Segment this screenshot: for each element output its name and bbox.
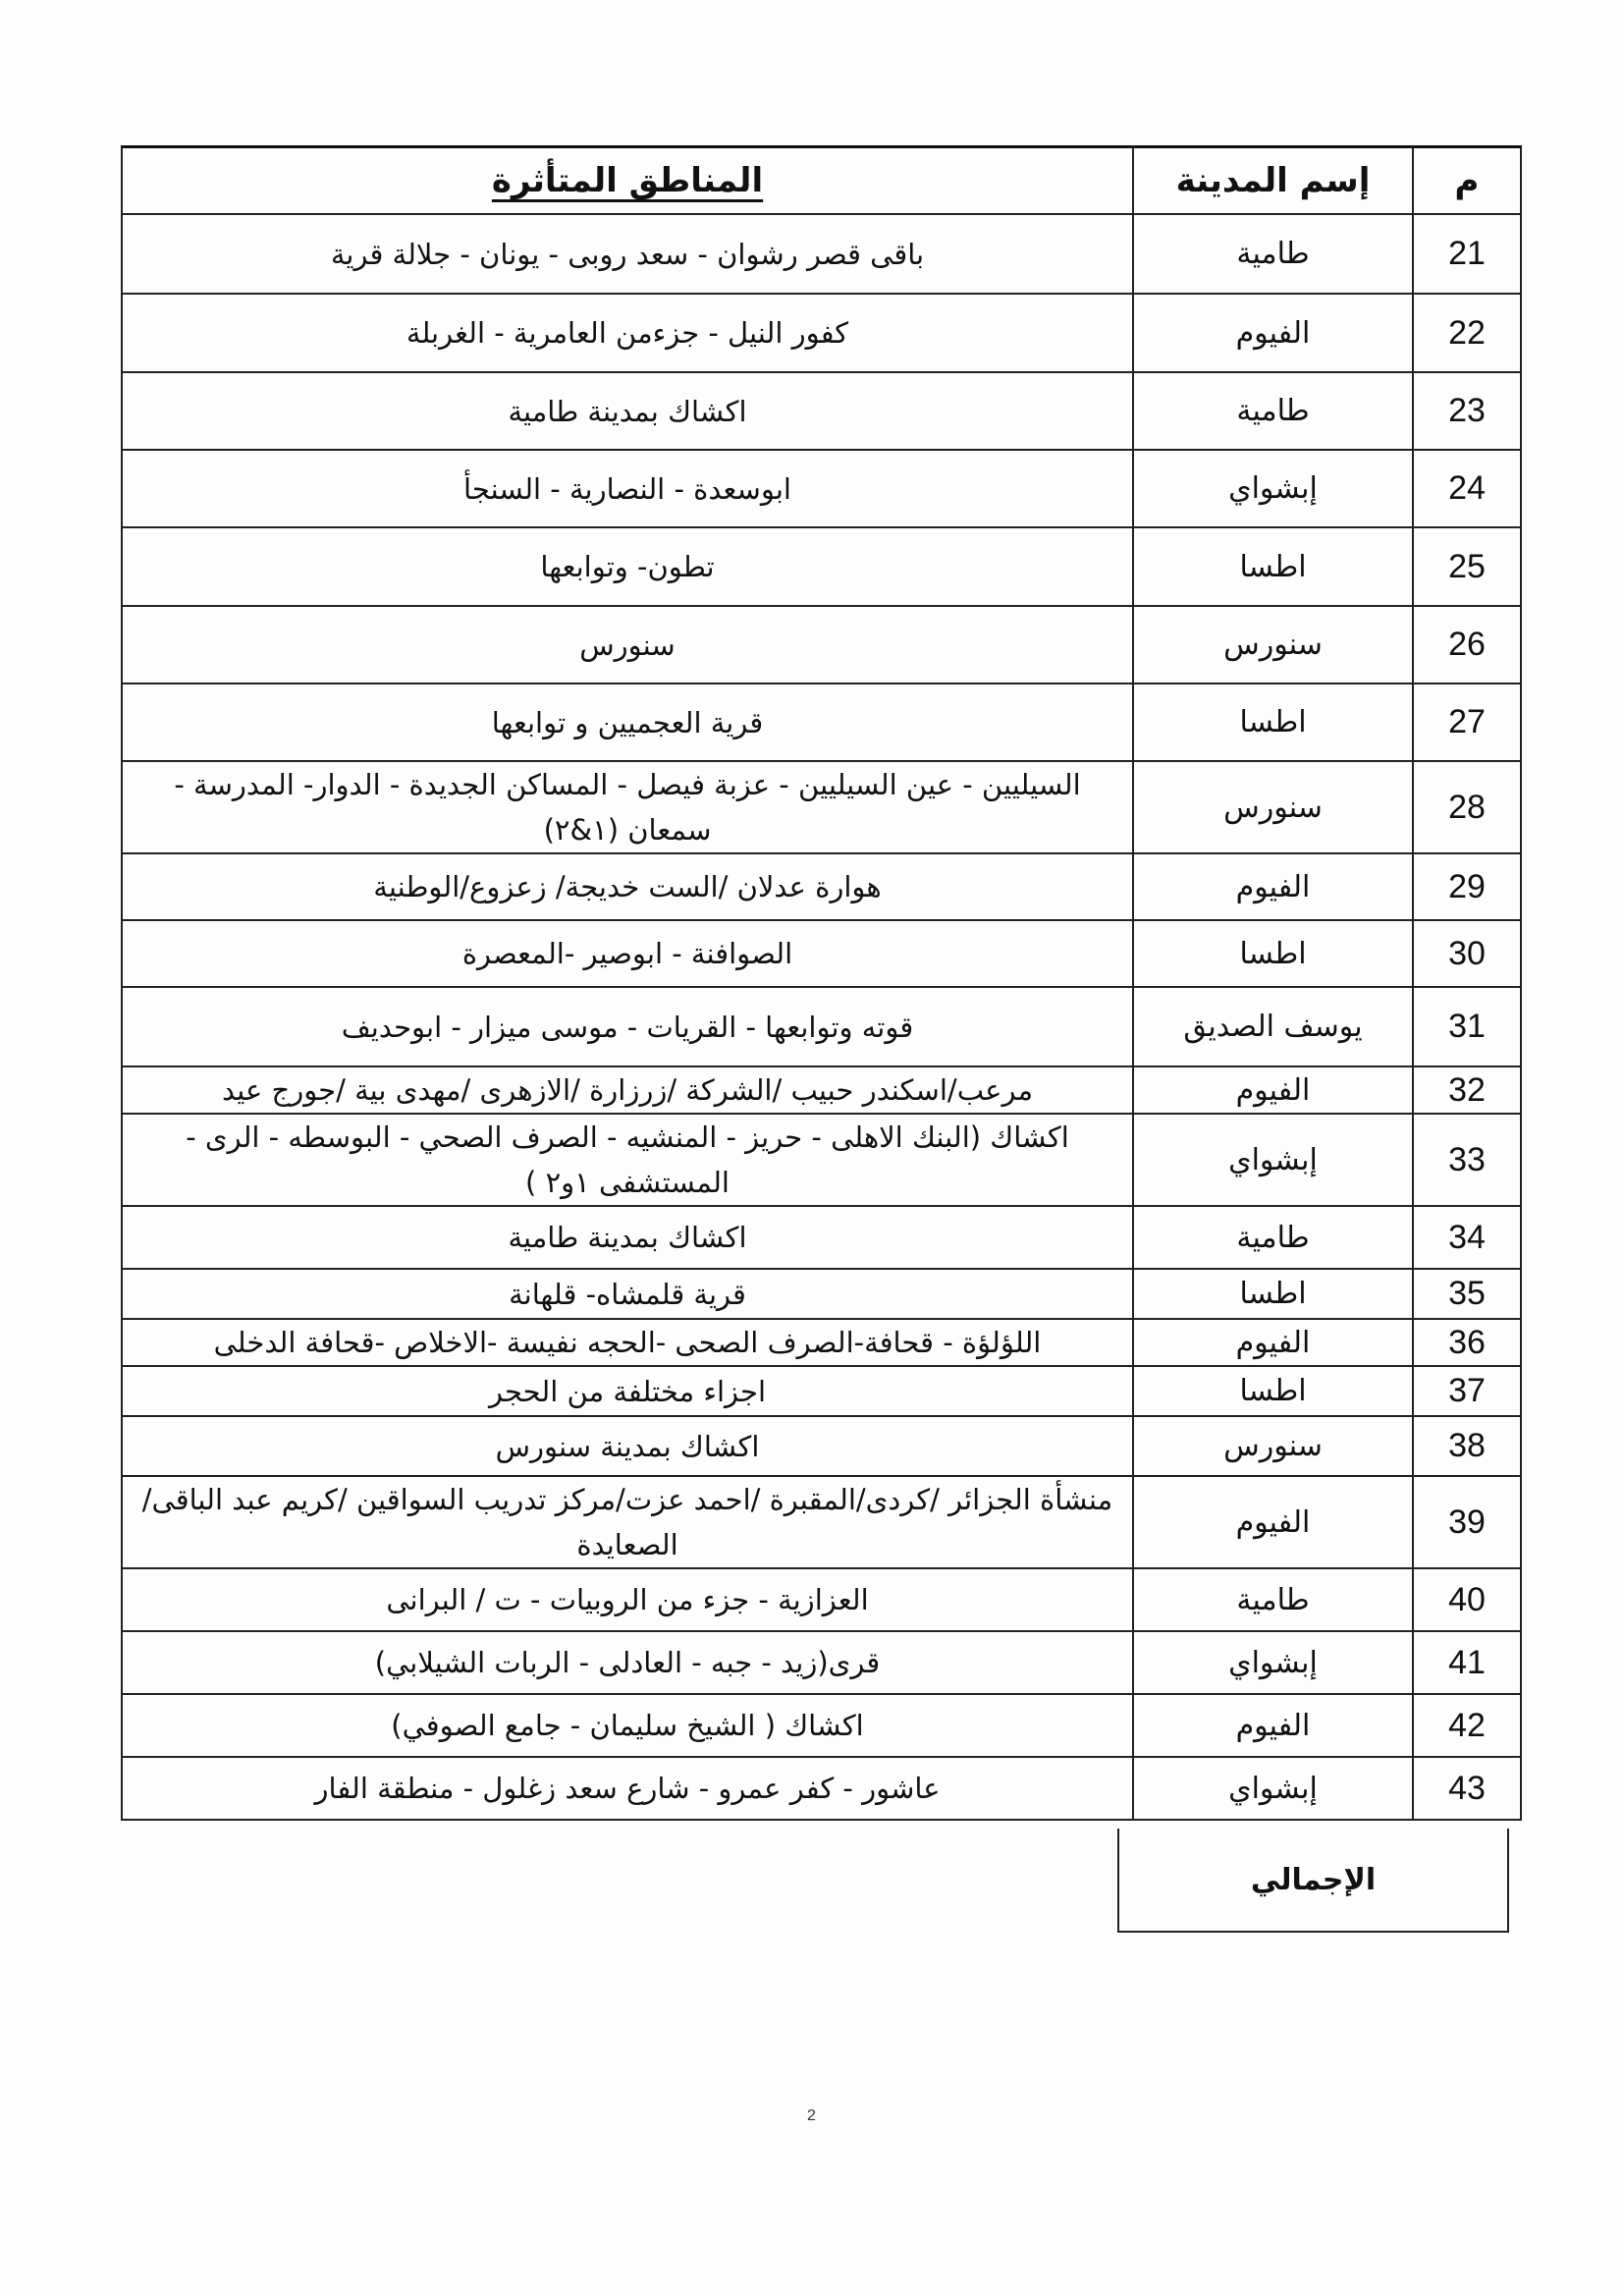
row-number: 37 [1413, 1366, 1521, 1416]
table-row [122, 1066, 1521, 1114]
row-affected-areas: العزازية - جزء من الروبيات - ت / البرانى [122, 1568, 1133, 1631]
table-row [122, 987, 1521, 1066]
table-row [122, 1476, 1521, 1568]
row-affected-areas: مرعب/اسكندر حبيب /الشركة /زرزارة /الازهرى /مهدى بية /جورج عيد [122, 1066, 1133, 1114]
table-row [122, 527, 1521, 606]
row-number: 36 [1413, 1319, 1521, 1366]
row-affected-areas: اللؤلؤة - قحافة-الصرف الصحى -الحجه نفيسة -الاخلاص -قحافة الدخلى [122, 1319, 1133, 1366]
row-city: سنورس [1133, 606, 1413, 683]
row-number: 28 [1413, 761, 1521, 853]
row-affected-areas: قرية العجميين و توابعها [122, 683, 1133, 761]
row-number: 31 [1413, 987, 1521, 1066]
row-number: 27 [1413, 683, 1521, 761]
table-row [122, 1269, 1521, 1319]
row-number: 33 [1413, 1114, 1521, 1206]
table-row [122, 1631, 1521, 1694]
row-affected-areas: كفور النيل - جزءمن العامرية - الغربلة [122, 294, 1133, 372]
row-affected-areas: اكشاك بمدينة طامية [122, 372, 1133, 450]
row-city: الفيوم [1133, 1476, 1413, 1568]
table-row [122, 1366, 1521, 1416]
table-row [122, 1114, 1521, 1206]
row-city: طامية [1133, 1568, 1413, 1631]
table-row [122, 920, 1521, 987]
table-row [122, 1416, 1521, 1476]
total-label: الإجمالي [1250, 1862, 1377, 1897]
row-number: 35 [1413, 1269, 1521, 1319]
table-row [122, 372, 1521, 450]
table-row [122, 606, 1521, 683]
row-number: 39 [1413, 1476, 1521, 1568]
row-number: 23 [1413, 372, 1521, 450]
row-affected-areas: اكشاك بمدينة سنورس [122, 1416, 1133, 1476]
row-city: اطسا [1133, 683, 1413, 761]
row-city: إبشواي [1133, 1757, 1413, 1820]
row-affected-areas: قوته وتوابعها - القريات - موسى ميزار - ابوحديف [122, 987, 1133, 1066]
table-row [122, 214, 1521, 294]
row-affected-areas: اكشاك بمدينة طامية [122, 1206, 1133, 1269]
row-affected-areas: سنورس [122, 606, 1133, 683]
row-number: 21 [1413, 214, 1521, 294]
row-city: الفيوم [1133, 294, 1413, 372]
table-row [122, 683, 1521, 761]
row-number: 41 [1413, 1631, 1521, 1694]
row-number: 26 [1413, 606, 1521, 683]
table-row [122, 1568, 1521, 1631]
table-row [122, 1694, 1521, 1757]
row-affected-areas: الصوافنة - ابوصير -المعصرة [122, 920, 1133, 987]
row-city: اطسا [1133, 527, 1413, 606]
row-number: 30 [1413, 920, 1521, 987]
row-affected-areas: هوارة عدلان /الست خديجة/ زعزوع/الوطنية [122, 853, 1133, 920]
table-row [122, 1206, 1521, 1269]
table-row [122, 450, 1521, 527]
row-affected-areas: اجزاء مختلفة من الحجر [122, 1366, 1133, 1416]
row-number: 43 [1413, 1757, 1521, 1820]
header-city: إسم المدينة [1133, 147, 1413, 215]
table-header-row [122, 147, 1521, 215]
row-affected-areas: قرية قلمشاه- قلهانة [122, 1269, 1133, 1319]
row-affected-areas: باقى قصر رشوان - سعد روبى - يونان - جلالة قرية [122, 214, 1133, 294]
table-row [122, 1757, 1521, 1820]
row-number: 24 [1413, 450, 1521, 527]
row-affected-areas: اكشاك (البنك الاهلى - حريز - المنشيه - الصرف الصحي - البوسطه - الرى - المستشفى ١و٢ ) [122, 1114, 1133, 1206]
row-city: الفيوم [1133, 1694, 1413, 1757]
page-number: 2 [807, 2107, 816, 2124]
row-city: اطسا [1133, 1269, 1413, 1319]
row-city: الفيوم [1133, 853, 1413, 920]
row-city: طامية [1133, 372, 1413, 450]
row-affected-areas: اكشاك ( الشيخ سليمان - جامع الصوفي) [122, 1694, 1133, 1757]
row-number: 22 [1413, 294, 1521, 372]
row-city: سنورس [1133, 1416, 1413, 1476]
row-city: يوسف الصديق [1133, 987, 1413, 1066]
row-number: 25 [1413, 527, 1521, 606]
row-city: الفيوم [1133, 1066, 1413, 1114]
row-number: 40 [1413, 1568, 1521, 1631]
affected-areas-table [121, 145, 1522, 1821]
row-city: إبشواي [1133, 1114, 1413, 1206]
total-cell [1117, 1829, 1509, 1933]
table-body [122, 214, 1521, 1820]
row-city: طامية [1133, 1206, 1413, 1269]
table-row [122, 294, 1521, 372]
row-number: 34 [1413, 1206, 1521, 1269]
header-number: م [1413, 147, 1521, 215]
row-number: 38 [1413, 1416, 1521, 1476]
row-affected-areas: منشأة الجزائر /كردى/المقبرة /احمد عزت/مركز تدريب السواقين /كريم عبد الباقى/الصعايدة [122, 1476, 1133, 1568]
row-city: إبشواي [1133, 450, 1413, 527]
table-row [122, 853, 1521, 920]
row-affected-areas: عاشور - كفر عمرو - شارع سعد زغلول - منطقة الفار [122, 1757, 1133, 1820]
row-number: 32 [1413, 1066, 1521, 1114]
row-city: سنورس [1133, 761, 1413, 853]
row-city: اطسا [1133, 920, 1413, 987]
table-row [122, 1319, 1521, 1366]
row-number: 42 [1413, 1694, 1521, 1757]
row-affected-areas: قرى(زيد - جبه - العادلى - الربات الشيلابي) [122, 1631, 1133, 1694]
row-affected-areas: تطون- وتوابعها [122, 527, 1133, 606]
header-affected-areas: المناطق المتأثرة [122, 147, 1133, 215]
row-city: طامية [1133, 214, 1413, 294]
row-affected-areas: السيليين - عين السيليين - عزبة فيصل - المساكن الجديدة - الدوار- المدرسة - سمعان (١&٢) [122, 761, 1133, 853]
table-row [122, 761, 1521, 853]
row-city: إبشواي [1133, 1631, 1413, 1694]
row-affected-areas: ابوسعدة - النصارية - السنجأ [122, 450, 1133, 527]
row-city: الفيوم [1133, 1319, 1413, 1366]
row-city: اطسا [1133, 1366, 1413, 1416]
row-number: 29 [1413, 853, 1521, 920]
